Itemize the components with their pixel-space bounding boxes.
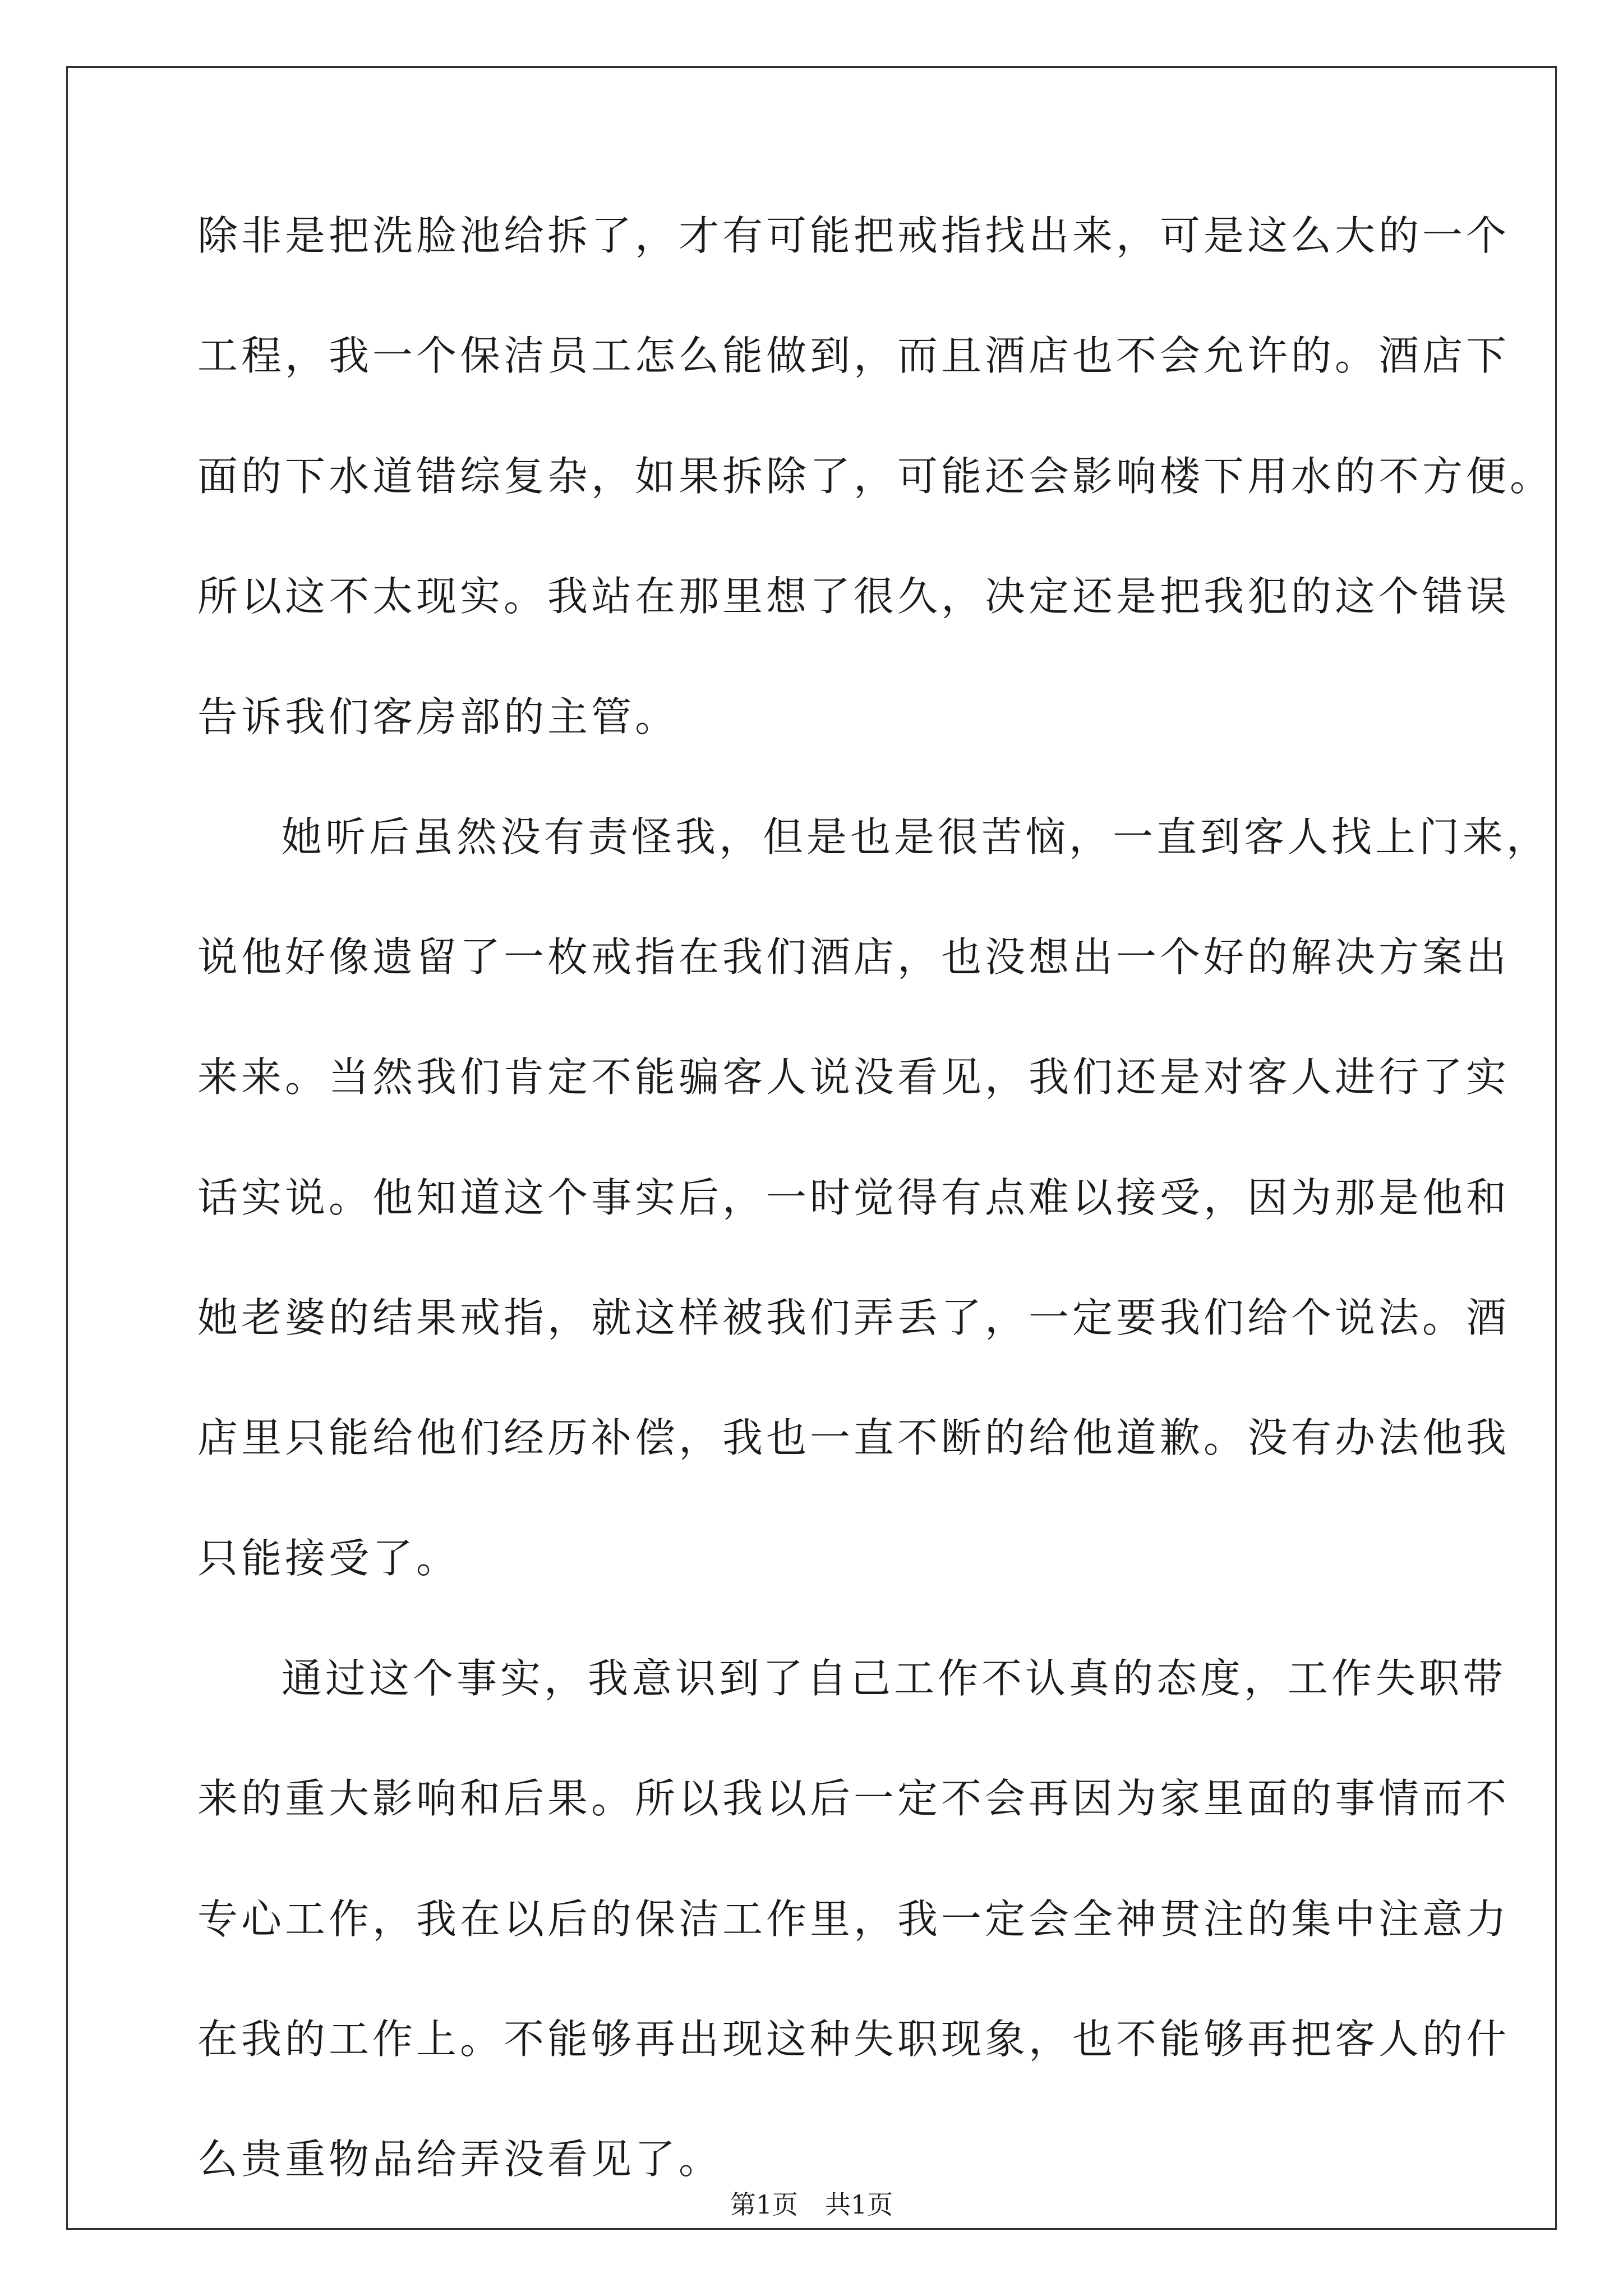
paragraph-line: 话实说。他知道这个事实后，一时觉得有点难以接受，因为那是他和 xyxy=(197,1174,1510,1221)
paragraph-line: 专心工作，我在以后的保洁工作里，我一定会全神贯注的集中注意力 xyxy=(197,1895,1510,1943)
page-current: 第1页 xyxy=(730,2189,798,2220)
page-footer xyxy=(0,2188,1623,2221)
paragraph-line: 在我的工作上。不能够再出现这种失职现象，也不能够再把客人的什 xyxy=(197,2016,1510,2063)
paragraph-line: 来的重大影响和后果。所以我以后一定不会再因为家里面的事情而不 xyxy=(197,1775,1510,1822)
paragraph-line: 么贵重物品给弄没看见了。 xyxy=(197,2136,723,2183)
paragraph-line: 说他好像遗留了一枚戒指在我们酒店，也没想出一个好的解决方案出 xyxy=(197,933,1510,981)
paragraph-line: 来来。当然我们肯定不能骗客人说没看见，我们还是对客人进行了实 xyxy=(197,1053,1510,1101)
paragraph-line: 告诉我们客房部的主管。 xyxy=(197,693,679,740)
paragraph-line: 所以这不太现实。我站在那里想了很久，决定还是把我犯的这个错误 xyxy=(197,573,1510,620)
paragraph-line: 只能接受了。 xyxy=(197,1535,460,1582)
paragraph-line: 面的下水道错综复杂，如果拆除了，可能还会影响楼下用水的不方便。 xyxy=(197,453,1554,500)
paragraph-line: 她老婆的结果戒指，就这样被我们弄丢了，一定要我们给个说法。酒 xyxy=(197,1294,1510,1341)
paragraph-line: 除非是把洗脸池给拆了，才有可能把戒指找出来，可是这么大的一个 xyxy=(197,212,1510,259)
page-total: 共1页 xyxy=(825,2189,893,2220)
paragraph-line: 通过这个事实，我意识到了自己工作不认真的态度，工作失职带 xyxy=(282,1655,1507,1702)
paragraph-line: 店里只能给他们经历补偿，我也一直不断的给他道歉。没有办法他我 xyxy=(197,1414,1510,1461)
paragraph-line: 工程，我一个保洁员工怎么能做到，而且酒店也不会允许的。酒店下 xyxy=(197,332,1510,379)
paragraph-line: 她听后虽然没有责怪我，但是也是很苦恼，一直到客人找上门来， xyxy=(282,813,1551,861)
